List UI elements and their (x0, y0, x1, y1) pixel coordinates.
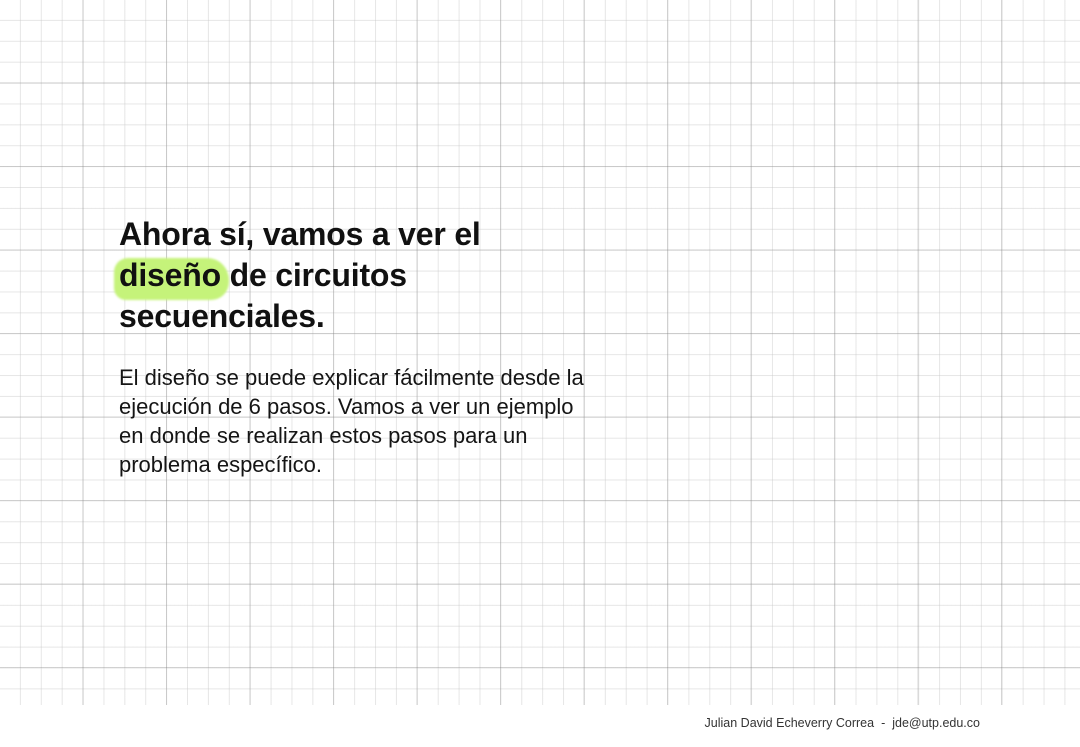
footer (705, 716, 980, 730)
heading-part-2: de circuitos secuenciales. (119, 257, 407, 334)
heading-part-1: Ahora sí, vamos a ver el (119, 216, 481, 252)
footer-separator: - (881, 716, 886, 730)
footer-author: Julian David Echeverry Correa (704, 716, 875, 730)
slide-content (119, 214, 589, 479)
slide-body-text: El diseño se puede explicar fácilmente desde la ejecución de 6 pasos. Vamos a ver un ejemplo en donde se realizan estos pasos para un problema específico. (119, 365, 584, 477)
footer-email: jde@utp.edu.co (892, 716, 980, 730)
highlighted-word: diseño (119, 255, 221, 296)
slide-heading (119, 214, 589, 337)
